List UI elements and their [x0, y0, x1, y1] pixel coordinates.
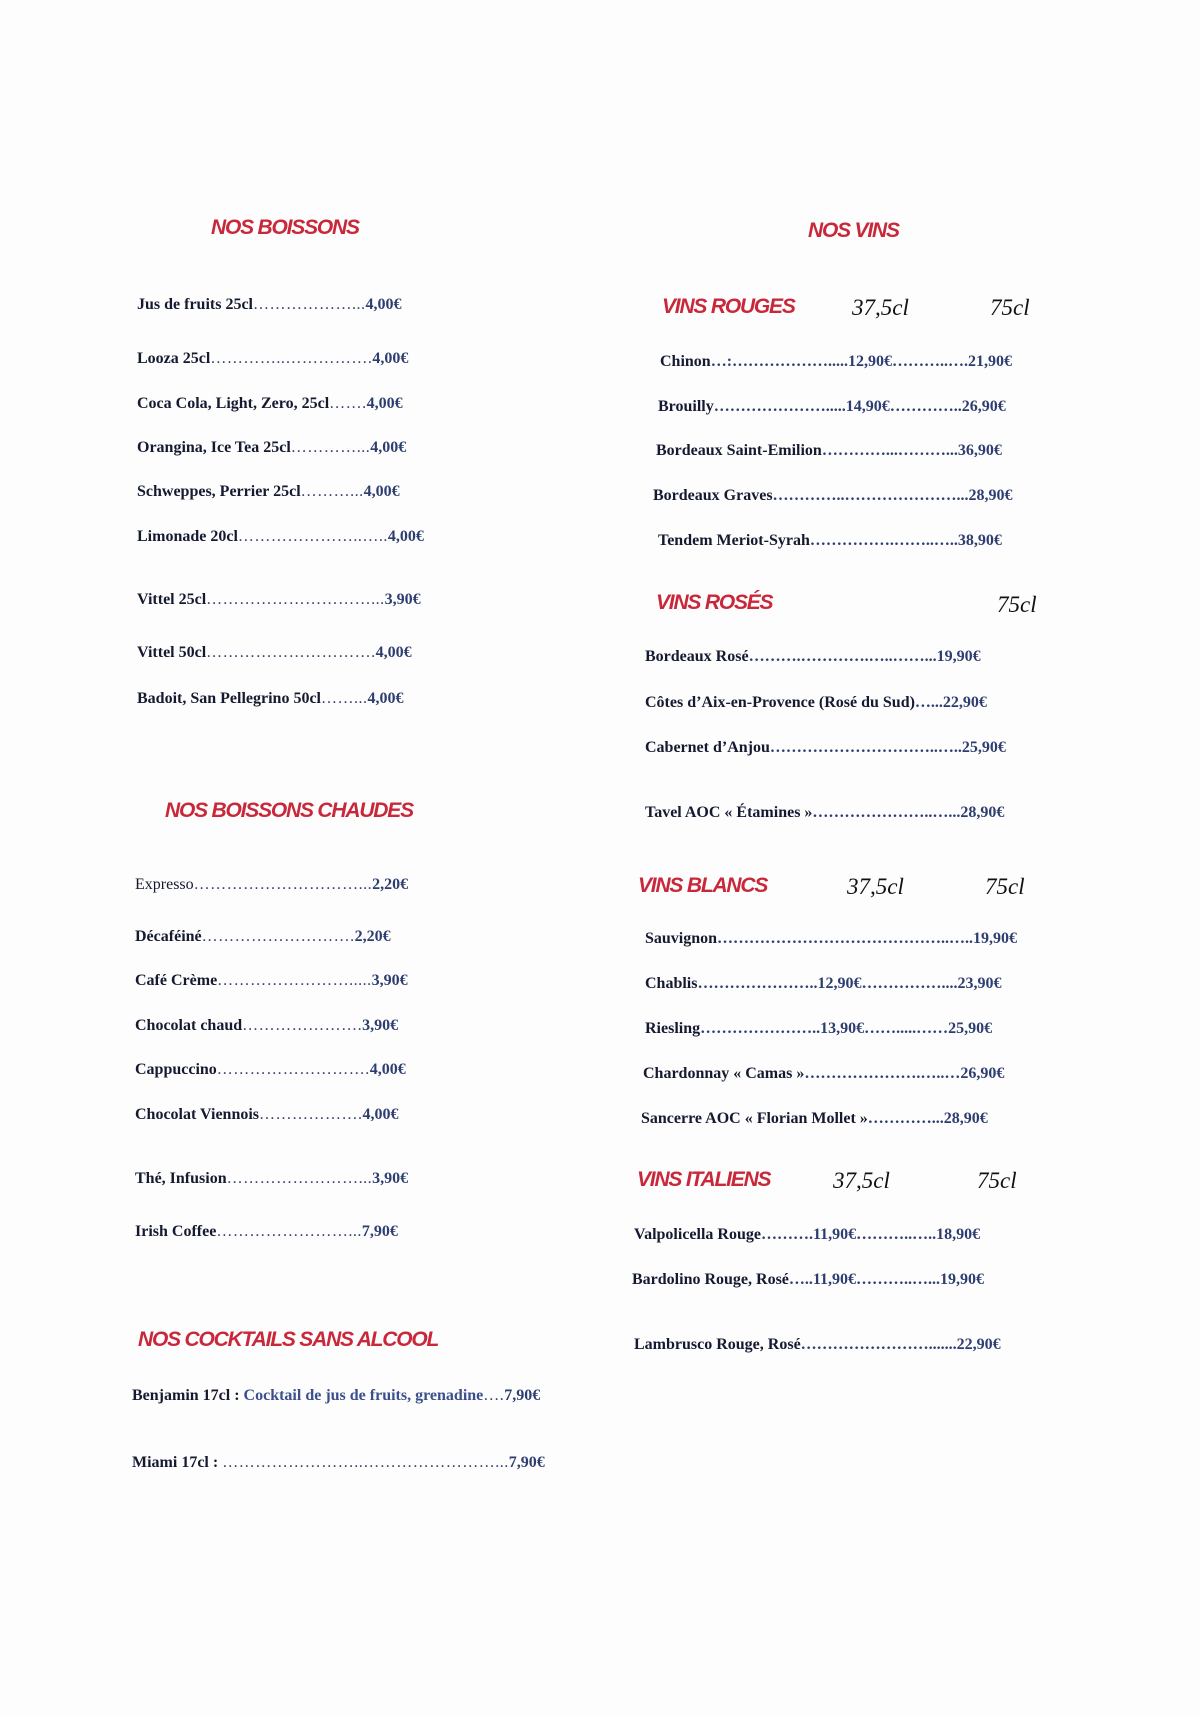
section-title-vins-rouges: VINS ROUGES — [662, 295, 795, 318]
volume-label: 75cl — [990, 295, 1030, 320]
wine-item: Chablis…………………..12,90€……………....23,90€ — [645, 975, 1002, 992]
menu-item: Benjamin 17cl : Cocktail de jus de fruits, grenadine….7,90€ — [132, 1387, 541, 1404]
menu-item: Chocolat chaud………………….3,90€ — [135, 1017, 399, 1034]
wine-item: Brouilly………………….....14,90€…………..26,90€ — [658, 398, 1006, 415]
section-title-boissons-chaudes: NOS BOISSONS CHAUDES — [165, 799, 413, 822]
menu-item: Thé, Infusion……………………...3,90€ — [135, 1170, 409, 1187]
menu-item: Coca Cola, Light, Zero, 25cl…….4,00€ — [137, 395, 403, 412]
wine-item: Sauvignon……………………………………..…..19,90€ — [645, 930, 1018, 947]
volume-label: 75cl — [985, 874, 1025, 899]
volume-label: 37,5cl — [847, 874, 904, 899]
menu-item: Chocolat Viennois……………….4,00€ — [135, 1106, 399, 1123]
section-title-vins-italiens: VINS ITALIENS — [637, 1168, 771, 1191]
section-title-boissons: NOS BOISSONS — [211, 216, 359, 239]
volume-label: 75cl — [997, 592, 1037, 617]
menu-item: Vittel 25cl…………………………...3,90€ — [137, 591, 421, 608]
menu-item: Décaféiné……………………….2,20€ — [135, 928, 391, 945]
menu-item: Expresso…………………………...2,20€ — [135, 876, 409, 893]
menu-item: Jus de fruits 25cl………………...4,00€ — [137, 296, 402, 313]
wine-item: Sancerre AOC « Florian Mollet »…………...28,90€ — [641, 1110, 988, 1127]
volume-label: 75cl — [977, 1168, 1017, 1193]
wine-item: Cabernet d’Anjou…………………………..…..25,90€ — [645, 739, 1006, 756]
wine-item: Bordeaux Graves…………..…………………...28,90€ — [653, 487, 1013, 504]
volume-label: 37,5cl — [833, 1168, 890, 1193]
wine-item: Tavel AOC « Étamines »…………………..…...28,90€ — [645, 804, 1005, 821]
menu-item: Miami 17cl : ……………………..……………………...7,90€ — [132, 1454, 545, 1471]
wine-item: Chinon…:……………….....12,90€………..….21,90€ — [660, 353, 1013, 370]
wine-item: Valpolicella Rouge……….11,90€………..…..18,90€ — [634, 1226, 981, 1243]
wine-item: Côtes d’Aix-en-Provence (Rosé du Sud)…...22,90€ — [645, 694, 987, 711]
section-title-vins: NOS VINS — [808, 219, 899, 242]
wine-item: Tendem Meriot-Syrah…………….……..…..38,90€ — [658, 532, 1002, 549]
menu-item: Badoit, San Pellegrino 50cl……...4,00€ — [137, 690, 404, 707]
menu-item: Vittel 50cl………………………….4,00€ — [137, 644, 412, 661]
section-title-cocktails: NOS COCKTAILS SANS ALCOOL — [138, 1328, 439, 1351]
wine-item: Bordeaux Saint-Emilion…………...………...36,90€ — [656, 442, 1002, 459]
menu-item: Orangina, Ice Tea 25cl…………...4,00€ — [137, 439, 407, 456]
menu-item: Café Crème…………………….....3,90€ — [135, 972, 408, 989]
section-title-vins-roses: VINS ROSÉS — [656, 591, 773, 614]
menu-item: Schweppes, Perrier 25cl………...4,00€ — [137, 483, 400, 500]
menu-item: Limonade 20cl…………………..…..4,00€ — [137, 528, 424, 545]
section-title-vins-blancs: VINS BLANCS — [638, 874, 768, 897]
wine-item: Bardolino Rouge, Rosé…..11,90€………..…...19,90€ — [632, 1271, 985, 1288]
menu-item: Cappuccino……………………….4,00€ — [135, 1061, 406, 1078]
wine-item: Riesling…………………..13,90€…….....……25,90€ — [645, 1020, 993, 1037]
wine-item: Lambrusco Rouge, Rosé…………………….......22,90€ — [634, 1336, 1001, 1353]
wine-item: Bordeaux Rosé……….………….…..……...19,90€ — [645, 648, 981, 665]
wine-item: Chardonnay « Camas »………………….…..…26,90€ — [643, 1065, 1005, 1082]
volume-label: 37,5cl — [852, 295, 909, 320]
menu-item: Looza 25cl…………..…………….4,00€ — [137, 350, 409, 367]
menu-item: Irish Coffee……………………...7,90€ — [135, 1223, 398, 1240]
